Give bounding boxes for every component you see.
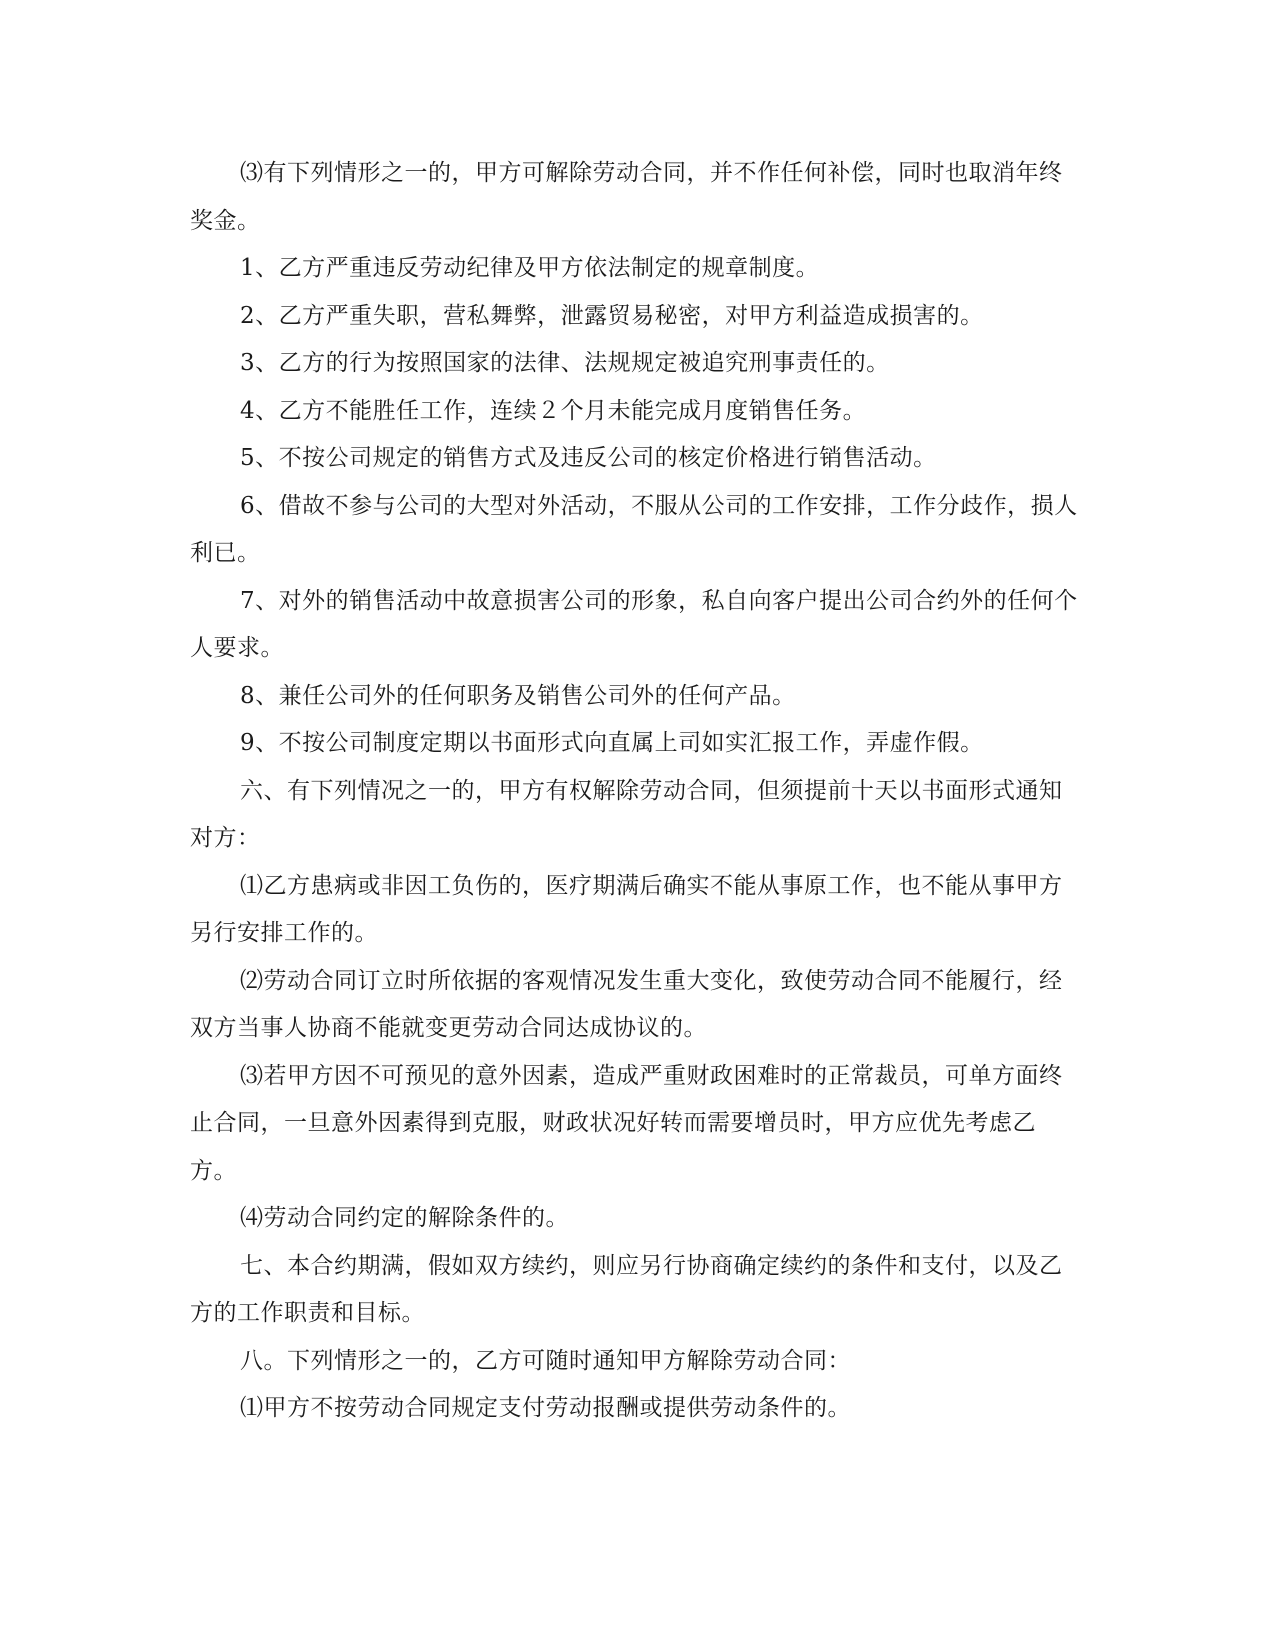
list-item-5: 5、不按公司规定的销售方式及违反公司的核定价格进行销售活动。 <box>240 445 937 471</box>
section-six-heading: 六、有下列情况之一的，甲方有权解除劳动合同，但须提前十天以书面形式通知对方： <box>190 777 1063 851</box>
list-item-9: 9、不按公司制度定期以书面形式向直属上司如实汇报工作，弄虚作假。 <box>240 730 984 756</box>
section-six-clause-2: ⑵劳动合同订立时所依据的客观情况发生重大变化，致使劳动合同不能履行，经双方当事人协商不能就变更劳动合同达成协议的。 <box>190 967 1063 1041</box>
section-eight-heading: 八。下列情形之一的，乙方可随时通知甲方解除劳动合同： <box>240 1347 851 1374</box>
list-item-4: 4、乙方不能胜任工作，连续２个月未能完成月度销售任务。 <box>240 397 867 424</box>
section-six-clause-1: ⑴乙方患病或非因工负伤的，医疗期满后确实不能从事原工作，也不能从事甲方另行安排工作的。 <box>190 872 1063 946</box>
section-six-clause-3: ⑶若甲方因不可预见的意外因素，造成严重财政困难时的正常裁员，可单方面终止合同，一旦意外因素得到克服，财政状况好转而需要增员时，甲方应优先考虑乙方。 <box>190 1062 1063 1184</box>
list-item-6: 6、借故不参与公司的大型对外活动，不服从公司的工作安排，工作分歧作，损人利已。 <box>190 492 1078 566</box>
section-seven: 七、本合约期满，假如双方续约，则应另行协商确定续约的条件和支付，以及乙方的工作职责和目标。 <box>190 1252 1063 1326</box>
list-item-1: 1、乙方严重违反劳动纪律及甲方依法制定的规章制度。 <box>240 255 820 281</box>
section-six-clause-4: ⑷劳动合同约定的解除条件的。 <box>240 1205 569 1231</box>
list-item-2: 2、乙方严重失职，营私舞弊，泄露贸易秘密，对甲方利益造成损害的。 <box>240 302 984 329</box>
section-eight-clause-1: ⑴甲方不按劳动合同规定支付劳动报酬或提供劳动条件的。 <box>240 1395 851 1421</box>
document-body <box>190 150 1080 1433</box>
list-item-3: 3、乙方的行为按照国家的法律、法规规定被追究刑事责任的。 <box>240 350 890 376</box>
list-item-7: 7、对外的销售活动中故意损害公司的形象，私自向客户提出公司合约外的任何个人要求。 <box>190 587 1078 661</box>
paragraph-termination-clause-3: ⑶有下列情形之一的，甲方可解除劳动合同，并不作任何补偿，同时也取消年终奖金。 <box>190 160 1063 234</box>
list-item-8: 8、兼任公司外的任何职务及销售公司外的任何产品。 <box>240 682 796 709</box>
